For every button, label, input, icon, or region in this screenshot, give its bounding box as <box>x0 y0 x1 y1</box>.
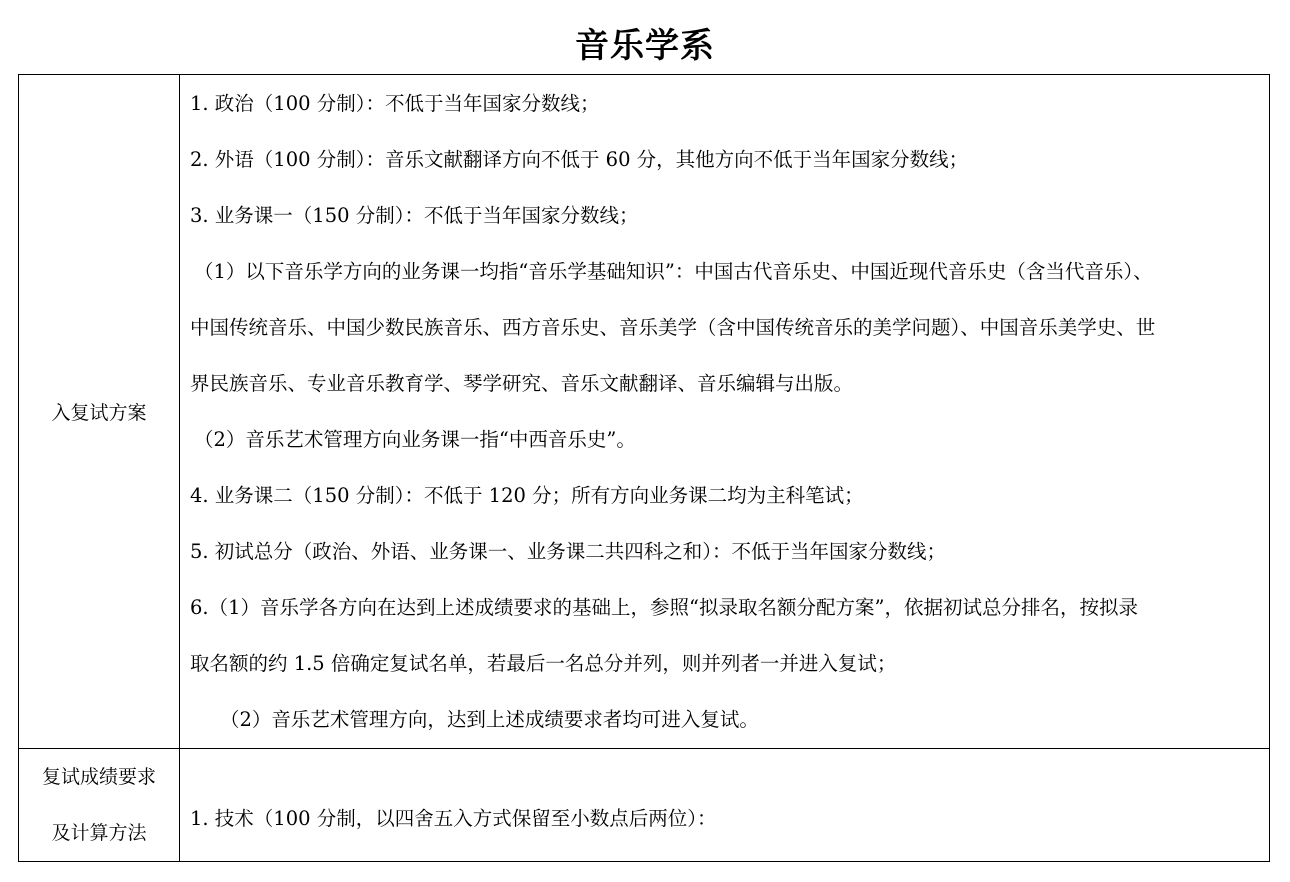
table-row-retest-scoring <box>19 749 1270 862</box>
content-line: 中国传统音乐、中国少数民族音乐、西方音乐史、音乐美学（含中国传统音乐的美学问题）、中国音乐美学史、世 <box>190 316 1156 339</box>
content-line: 5. 初试总分（政治、外语、业务课一、业务课二共四科之和）：不低于当年国家分数线； <box>190 540 947 563</box>
content-line: 6.（1）音乐学各方向在达到上述成绩要求的基础上，参照“拟录取名额分配方案”，依据初试总分排名，按拟录 <box>190 596 1138 619</box>
row-content-retest-plan <box>180 75 1270 749</box>
content-line: （1）以下音乐学方向的业务课一均指“音乐学基础知识”：中国古代音乐史、中国近现代音乐史（含当代音乐）、 <box>194 260 1153 283</box>
row-label-text: 入复试方案 <box>51 402 147 424</box>
row-label-retest-plan <box>19 75 180 749</box>
content-line: 3. 业务课一（150 分制）：不低于当年国家分数线； <box>190 204 639 227</box>
content-line: （2）音乐艺术管理方向，达到上述成绩要求者均可进入复试。 <box>220 708 759 731</box>
content-line: 4. 业务课二（150 分制）：不低于 120 分；所有方向业务课二均为主科笔试； <box>190 484 864 507</box>
content-line: 1. 政治（100 分制）：不低于当年国家分数线； <box>190 92 600 115</box>
content-line: 取名额的约 1.5 倍确定复试名单，若最后一名总分并列，则并列者一并进入复试； <box>190 652 897 675</box>
row-content-retest-scoring <box>180 749 1270 862</box>
content-line: 2. 外语（100 分制）：音乐文献翻译方向不低于 60 分，其他方向不低于当年国家分数线； <box>190 148 969 171</box>
page-title: 音乐学系 <box>575 26 715 66</box>
content-line: 1. 技术（100 分制，以四舍五入方式保留至小数点后两位）： <box>190 807 717 830</box>
row-label-text: 复试成绩要求 <box>41 766 156 788</box>
content-line: 界民族音乐、专业音乐教育学、琴学研究、音乐文献翻译、音乐编辑与出版。 <box>190 372 854 395</box>
row-label-retest-scoring <box>19 749 180 862</box>
table-row-retest-plan <box>19 75 1270 749</box>
content-line: （2）音乐艺术管理方向业务课一指“中西音乐史”。 <box>194 428 636 451</box>
row-label-text: 及计算方法 <box>51 822 147 844</box>
admission-table <box>18 74 1270 862</box>
